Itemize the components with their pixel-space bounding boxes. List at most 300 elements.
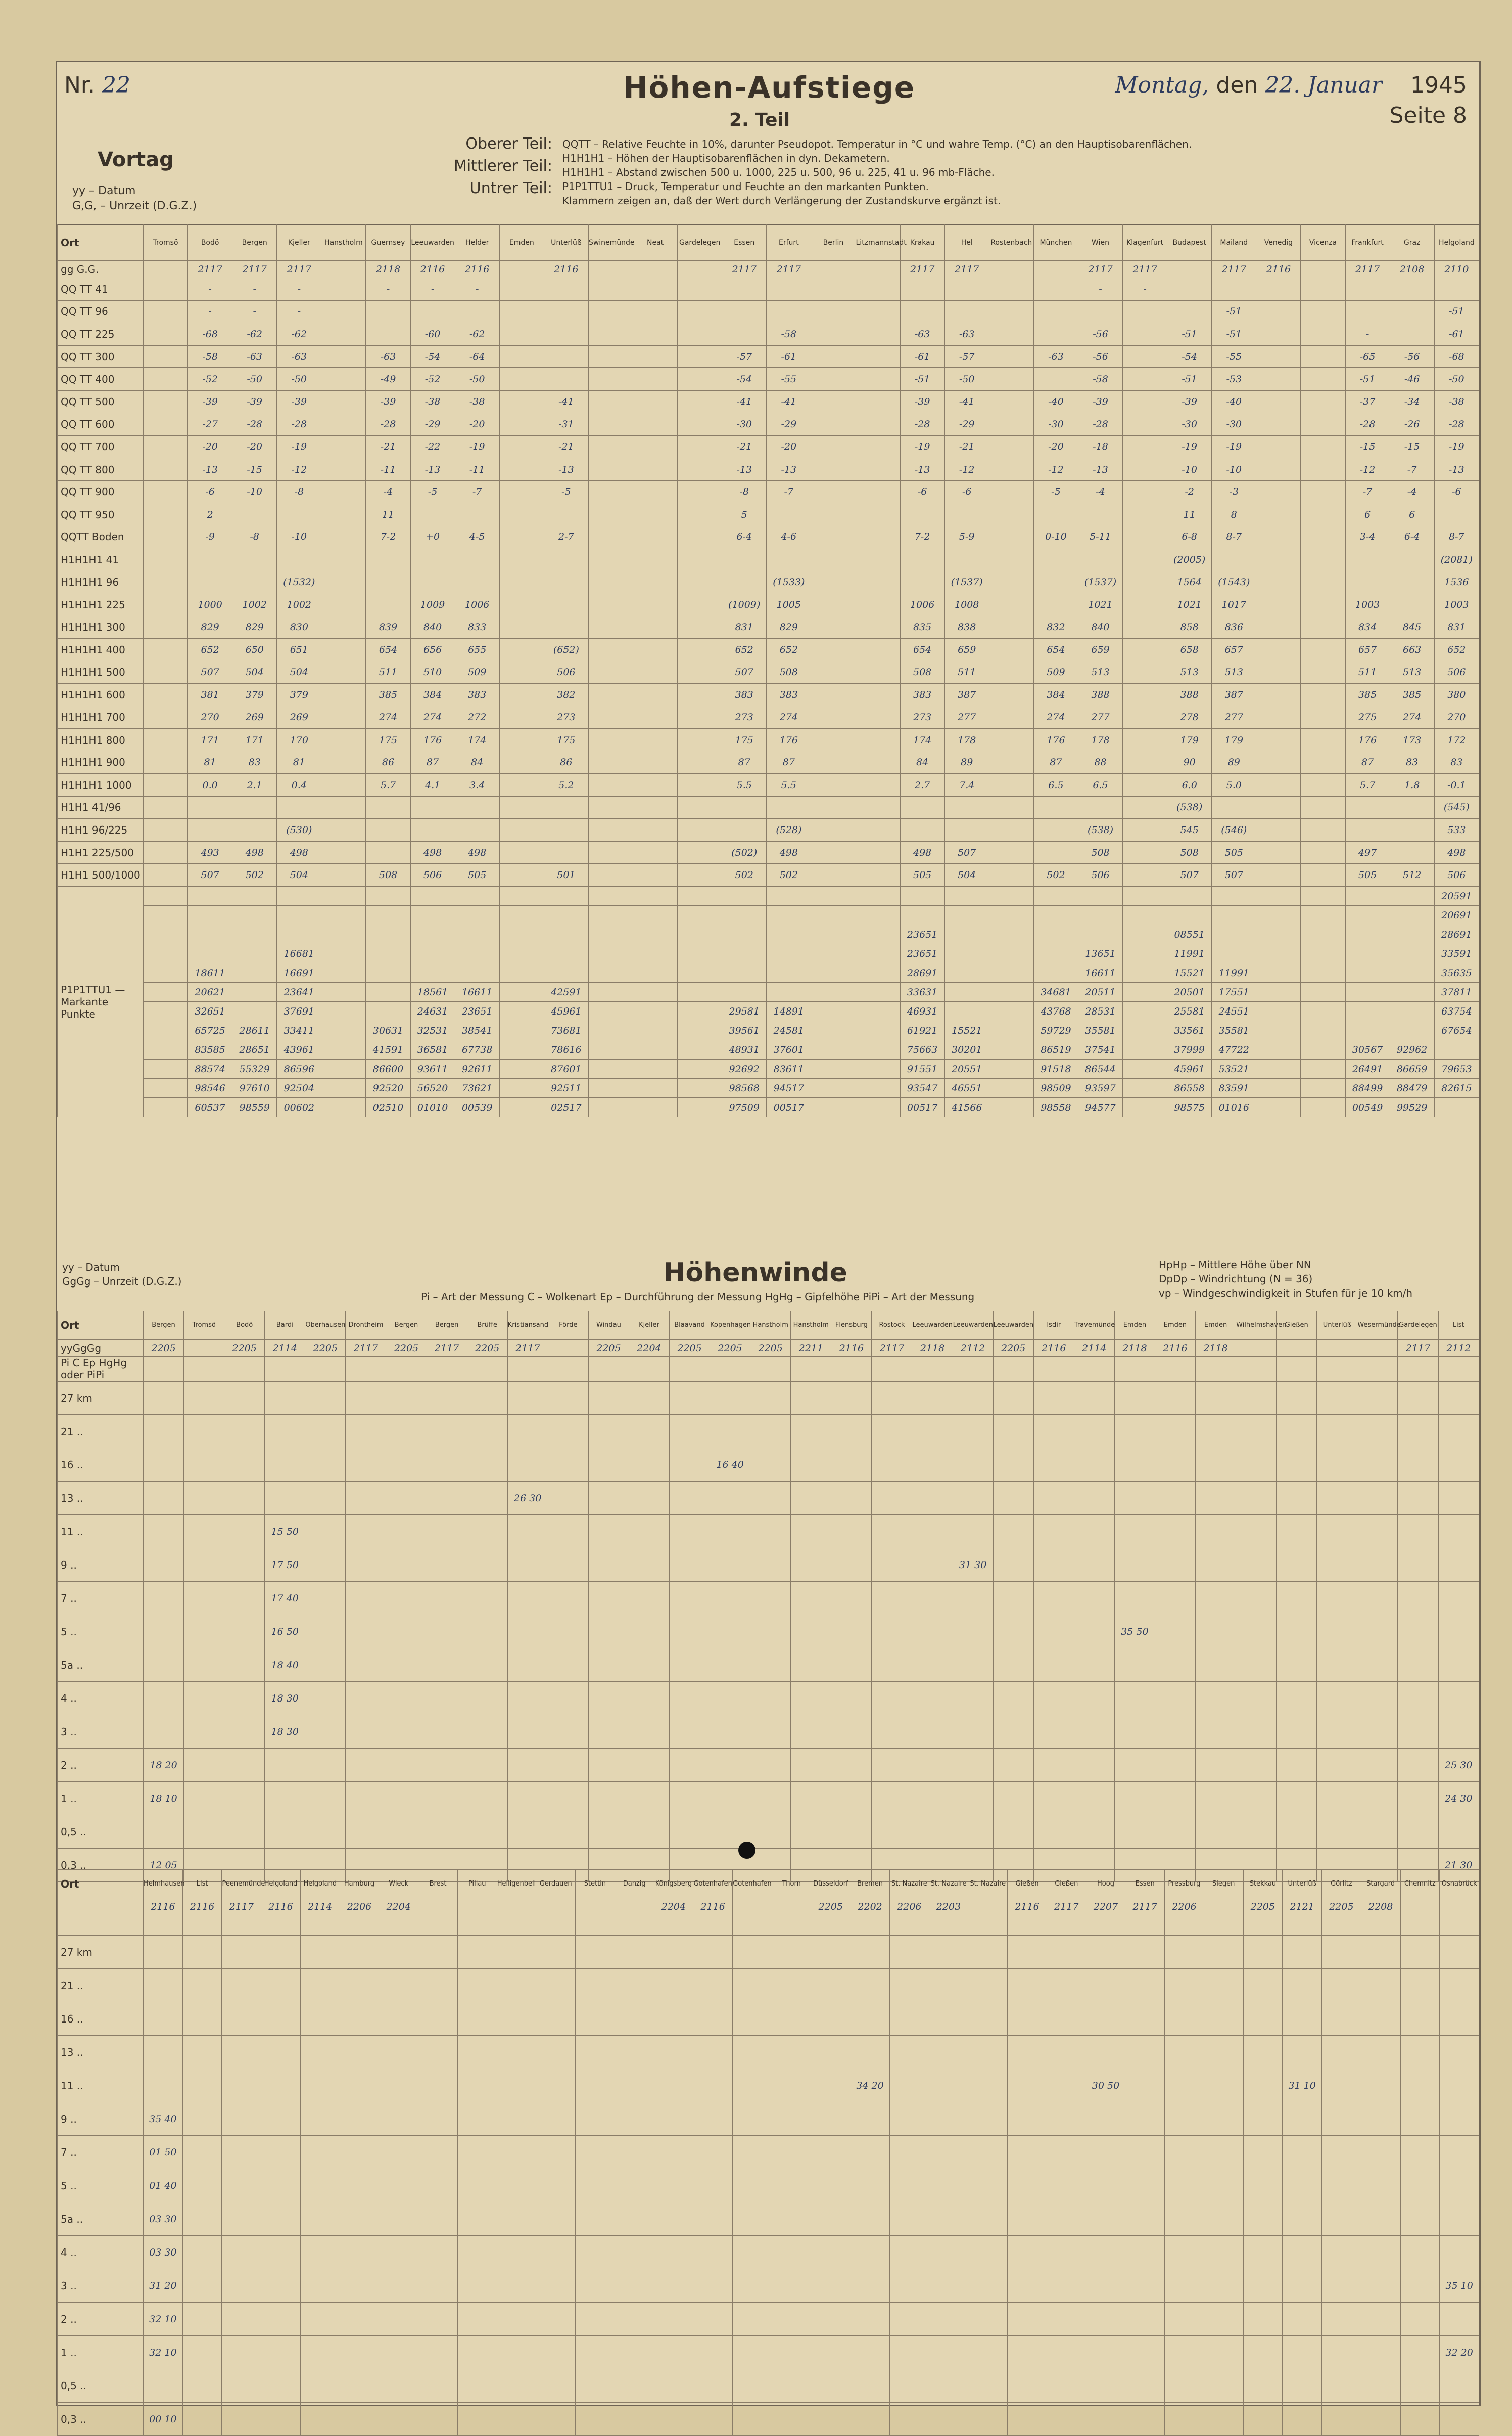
value-cell [455,906,499,925]
value-cell [1390,841,1434,864]
page-subtitle: 2. Teil [729,110,790,130]
wind-cell: 32 10 [144,2303,183,2336]
station-name: Drontheim [346,1311,386,1340]
wind-cell [1086,2236,1125,2269]
value-cell [588,458,633,481]
wind-cell [872,1782,912,1815]
wind-cell [1033,1715,1074,1749]
value-cell [633,728,678,751]
time-cell: 2205 [1322,1898,1361,1915]
wind-cell [588,1715,629,1749]
value-cell [321,1040,366,1060]
wind-cell [1196,1548,1236,1582]
value-cell [633,390,678,413]
value-cell [544,819,588,842]
value-cell [811,345,856,368]
value-cell: 87 [410,751,455,774]
value-cell [588,728,633,751]
value-cell: -46 [1390,368,1434,391]
station-name: Gerdauen [536,1870,576,1898]
value-cell [1074,1357,1114,1382]
value-cell [499,458,544,481]
wind-cell [1114,1382,1155,1415]
value-cell [144,526,188,548]
value-cell [499,1021,544,1040]
value-cell [856,841,900,864]
wind-cell [1283,1969,1322,2002]
height-label: 3 .. [58,2269,144,2303]
wind-cell [418,2036,458,2069]
value-cell: 24551 [1212,1002,1256,1021]
value-cell [576,1915,615,1936]
wind-cell [872,1482,912,1515]
value-cell: 98509 [1033,1079,1078,1098]
table-row [58,819,1479,842]
value-cell [722,906,767,925]
value-cell: 86519 [1033,1040,1078,1060]
value-cell [1033,503,1078,526]
wind-cell [872,1682,912,1715]
wind-cell: 00 10 [144,2403,183,2436]
wind-cell [1086,2102,1125,2136]
value-cell [1123,345,1167,368]
value-cell: 33411 [277,1021,321,1040]
value-cell: 505 [1212,841,1256,864]
value-cell: 513 [1167,661,1212,684]
wind-pi-row [58,1915,1479,1936]
value-cell: 273 [544,706,588,729]
wind-cell [457,2336,497,2369]
wind-cell [912,1648,953,1682]
wind-cell [1008,1936,1047,1969]
wind-cell [340,2369,379,2403]
value-cell: 38541 [455,1021,499,1040]
value-cell: 178 [1078,728,1122,751]
wind-cell: 30 50 [1086,2069,1125,2102]
value-cell: 840 [410,616,455,638]
value-cell [188,887,232,906]
value-cell: -61 [767,345,811,368]
value-cell: -4 [1390,481,1434,503]
value-cell [678,638,722,661]
value-cell [455,548,499,571]
wind-cell: 18 40 [265,1648,305,1682]
value-cell [1123,864,1167,887]
wind-cell [693,2403,733,2436]
value-cell [144,796,188,819]
value-cell [232,887,277,906]
value-cell [678,1098,722,1117]
value-cell [366,906,410,925]
value-cell [811,1079,856,1098]
wind-cell [1165,2236,1204,2269]
time-cell: 2205 [386,1340,427,1357]
station-name: Thorn [772,1870,811,1898]
value-cell [321,526,366,548]
value-cell [499,751,544,774]
wind-cell [1357,1749,1398,1782]
wind-cell [953,1815,993,1849]
value-cell [1212,887,1256,906]
value-cell [678,683,722,706]
value-cell: 508 [900,661,944,684]
wind-cell [497,2236,536,2269]
value-cell [366,887,410,906]
time-cell [1204,1898,1243,1915]
value-cell: 18611 [188,963,232,983]
wind-cell [1438,1548,1479,1582]
value-cell: 98568 [722,1079,767,1098]
value-cell [633,963,678,983]
wind-cell [1357,1815,1398,1849]
wind-cell [710,1682,750,1715]
value-cell [588,774,633,797]
value-cell [321,638,366,661]
wind-cell [872,1615,912,1648]
value-cell: -38 [410,390,455,413]
station-name: Rostock [872,1311,912,1340]
value-cell [633,774,678,797]
value-cell [1390,819,1434,842]
wind-cell [670,1382,710,1415]
value-cell [1301,751,1345,774]
wind-cell [305,1482,346,1515]
station-header-row [58,224,1479,261]
wind-cell [1361,2303,1400,2336]
value-cell: -51 [900,368,944,391]
wind-cell [305,1715,346,1749]
wind-cell [733,2169,772,2202]
value-cell: 507 [1212,864,1256,887]
wind-cell [953,1515,993,1548]
value-cell [321,436,366,458]
table-row [58,323,1479,346]
value-cell: -68 [1434,345,1479,368]
station-name: Kopenhagen [710,1311,750,1340]
value-cell: 175 [366,728,410,751]
wind-cell [1243,2236,1283,2269]
value-cell [811,1060,856,1079]
value-cell: - [366,278,410,301]
value-cell [811,503,856,526]
value-cell: 34681 [1033,983,1078,1002]
wind-cell [184,1515,224,1548]
value-cell: 16611 [1078,963,1122,983]
value-cell [989,661,1033,684]
value-cell [366,944,410,963]
value-cell: 90 [1167,751,1212,774]
value-cell: 174 [900,728,944,751]
value-cell [232,1002,277,1021]
wind-cell [1243,2069,1283,2102]
value-cell [944,963,989,983]
value-cell: 382 [544,683,588,706]
wind-cell [1033,1815,1074,1849]
time-cell: 2108 [1390,261,1434,278]
value-cell [767,906,811,925]
wind-cell [536,2403,576,2436]
value-cell [499,728,544,751]
value-cell [1256,413,1301,436]
row-label: yyGgGg [58,1340,144,1357]
wind-cell [1165,2369,1204,2403]
wind-cell [710,1615,750,1648]
wind-cell [222,2002,261,2036]
time-cell: 2117 [277,261,321,278]
wind-cell [184,1382,224,1415]
wind-cell [1283,2336,1322,2369]
time-cell: 2202 [850,1898,890,1915]
time-cell: 2121 [1283,1898,1322,1915]
wind-cell [340,2036,379,2069]
wind-cell [184,1615,224,1648]
wind-cell [1322,2303,1361,2336]
row-label [58,1898,144,1915]
wind-cell [889,2336,929,2369]
value-cell [144,503,188,526]
value-cell: - [1078,278,1122,301]
value-cell [1357,1357,1398,1382]
value-cell: 86 [366,751,410,774]
value-cell: -15 [1390,436,1434,458]
value-cell [1078,906,1122,925]
wind-cell [1033,1482,1074,1515]
wind-cell [1196,1749,1236,1782]
wind-cell [1283,1936,1322,1969]
wind-cell [1438,1382,1479,1415]
wind-cell [300,2303,340,2336]
wind-cell [710,1415,750,1448]
wind-cell [850,2169,890,2202]
value-cell: -39 [277,390,321,413]
height-label: 3 .. [58,1715,144,1749]
value-cell [856,593,900,616]
value-cell [321,963,366,983]
value-cell [144,323,188,346]
wind-cell [457,1969,497,2002]
wind-cell [993,1815,1033,1849]
wind-cell [1361,2269,1400,2303]
wind-cell [222,2236,261,2269]
wind-cell [418,2069,458,2102]
wind-cell [1357,1415,1398,1448]
wind-cell: 31 20 [144,2269,183,2303]
value-cell: -5 [410,481,455,503]
wind-cell [305,1548,346,1582]
height-label: 27 km [58,1382,144,1415]
time-cell: 2114 [300,1898,340,1915]
wind-cell [791,1515,831,1548]
time-cell: 2117 [188,261,232,278]
value-cell: 4.1 [410,774,455,797]
value-cell [455,819,499,842]
wind-cell [1400,2269,1440,2303]
wind-cell [750,1415,791,1448]
wind-cell [346,1715,386,1749]
value-cell: 28611 [232,1021,277,1040]
value-cell: 506 [544,661,588,684]
value-cell [232,963,277,983]
value-cell [588,944,633,963]
value-cell [410,819,455,842]
wind-cell [629,1682,669,1715]
wind-cell [497,2369,536,2403]
value-cell [1256,887,1301,906]
wind-cell [1033,1749,1074,1782]
value-cell [1256,751,1301,774]
value-cell: 1021 [1167,593,1212,616]
value-cell [1212,548,1256,571]
wind-cell [300,2269,340,2303]
wind-cell [379,2102,418,2136]
time-cell [1400,1898,1440,1915]
value-cell: 81 [277,751,321,774]
wind-cell [615,2403,654,2436]
value-cell: -29 [767,413,811,436]
wind-cell [750,1682,791,1715]
wind-cell [912,1782,953,1815]
value-cell [499,841,544,864]
wind-cell [831,1815,872,1849]
value-cell: 89 [944,751,989,774]
value-cell: 01016 [1212,1098,1256,1117]
wind-cell [912,1382,953,1415]
value-cell: 1000 [188,593,232,616]
wind-cell [993,1715,1033,1749]
value-cell: 86 [544,751,588,774]
wind-cell [953,1648,993,1682]
wind-height-row [58,1815,1479,1849]
wind-cell [889,2036,929,2069]
page-number: Seite 8 [1389,103,1467,128]
time-cell [615,1898,654,1915]
wind-cell [1155,1582,1195,1615]
wind-cell [497,2269,536,2303]
wind-cell [831,1582,872,1615]
value-cell [1033,963,1078,983]
wind-cell [1165,2336,1204,2369]
time-cell: 2116 [831,1340,872,1357]
value-cell: -50 [232,368,277,391]
row-label [58,1915,144,1936]
wind-cell [427,1682,467,1715]
wind-cell [1440,2036,1479,2069]
wind-cell [1361,2069,1400,2102]
time-cell: 2206 [340,1898,379,1915]
time-cell: 2205 [224,1340,265,1357]
wind-cell [346,1582,386,1615]
wind-cell [1440,2303,1479,2336]
wind-cell [1398,1749,1438,1782]
value-cell [856,616,900,638]
wind-cell [889,2069,929,2102]
wind-cell [418,1969,458,2002]
wind-cell [588,1815,629,1849]
value-cell: -13 [900,458,944,481]
value-cell [1212,925,1256,944]
wind-cell [1283,2236,1322,2269]
value-cell [989,1040,1033,1060]
value-cell [678,774,722,797]
wind-cell [305,1382,346,1415]
wind-cell [929,2136,968,2169]
wind-cell [831,1682,872,1715]
wind-cell [386,1582,427,1615]
wind-cell [144,1415,184,1448]
value-cell [340,1915,379,1936]
value-cell [321,1079,366,1098]
value-cell [497,1915,536,1936]
value-cell: -7 [455,481,499,503]
value-cell: -10 [1167,458,1212,481]
value-cell [856,1079,900,1098]
wind-cell [427,1715,467,1749]
value-cell: 89 [1212,751,1256,774]
wind-cell [1196,1415,1236,1448]
wind-cell [1317,1448,1357,1482]
wind-cell [536,2269,576,2303]
height-label: 0,5 .. [58,2369,144,2403]
value-cell [321,1021,366,1040]
table-row [58,345,1479,368]
wind-cell [1165,2169,1204,2202]
value-cell: (545) [1434,796,1479,819]
value-cell: 507 [722,661,767,684]
wind-cell [1236,1548,1277,1582]
wind-cell [1317,1682,1357,1715]
value-cell: -6 [944,481,989,503]
value-cell: 24631 [410,1002,455,1021]
value-cell: 502 [232,864,277,887]
value-cell [144,887,188,906]
value-cell: 834 [1345,616,1390,638]
station-name: Flensburg [831,1311,872,1340]
time-cell: 2117 [1125,1898,1165,1915]
value-cell [1301,436,1345,458]
value-cell: 97610 [232,1079,277,1098]
value-cell [678,1040,722,1060]
ort-label: Ort [58,224,144,261]
value-cell [1345,1002,1390,1021]
value-cell [900,278,944,301]
value-cell [321,345,366,368]
value-cell [588,1060,633,1079]
winds-legend-right: HpHp – Mittlere Höhe über NN DpDp – Windrichtung (N = 36) vp – Windgeschwindigkeit in Stufen für je 10 km/h [1159,1259,1413,1299]
value-cell [321,571,366,593]
value-cell: -51 [1167,323,1212,346]
value-cell: 33561 [1167,1021,1212,1040]
value-cell: 23651 [455,1002,499,1021]
row-label: QQ TT 96 [58,300,144,323]
value-cell [1123,390,1167,413]
station-name: Neat [633,224,678,261]
wind-cell [1243,2169,1283,2202]
wind-cell [1008,1969,1047,2002]
wind-cell [710,1648,750,1682]
value-cell [588,1357,629,1382]
time-cell: 2117 [507,1340,548,1357]
wind-cell [831,1548,872,1582]
wind-cell [791,1749,831,1782]
value-cell: - [232,278,277,301]
value-cell: 513 [1390,661,1434,684]
wind-cell [772,2303,811,2336]
wind-cell: 17 40 [265,1582,305,1615]
value-cell: -41 [544,390,588,413]
wind-cell [184,1749,224,1782]
wind-cell [615,2336,654,2369]
station-name: Tromsö [184,1311,224,1340]
